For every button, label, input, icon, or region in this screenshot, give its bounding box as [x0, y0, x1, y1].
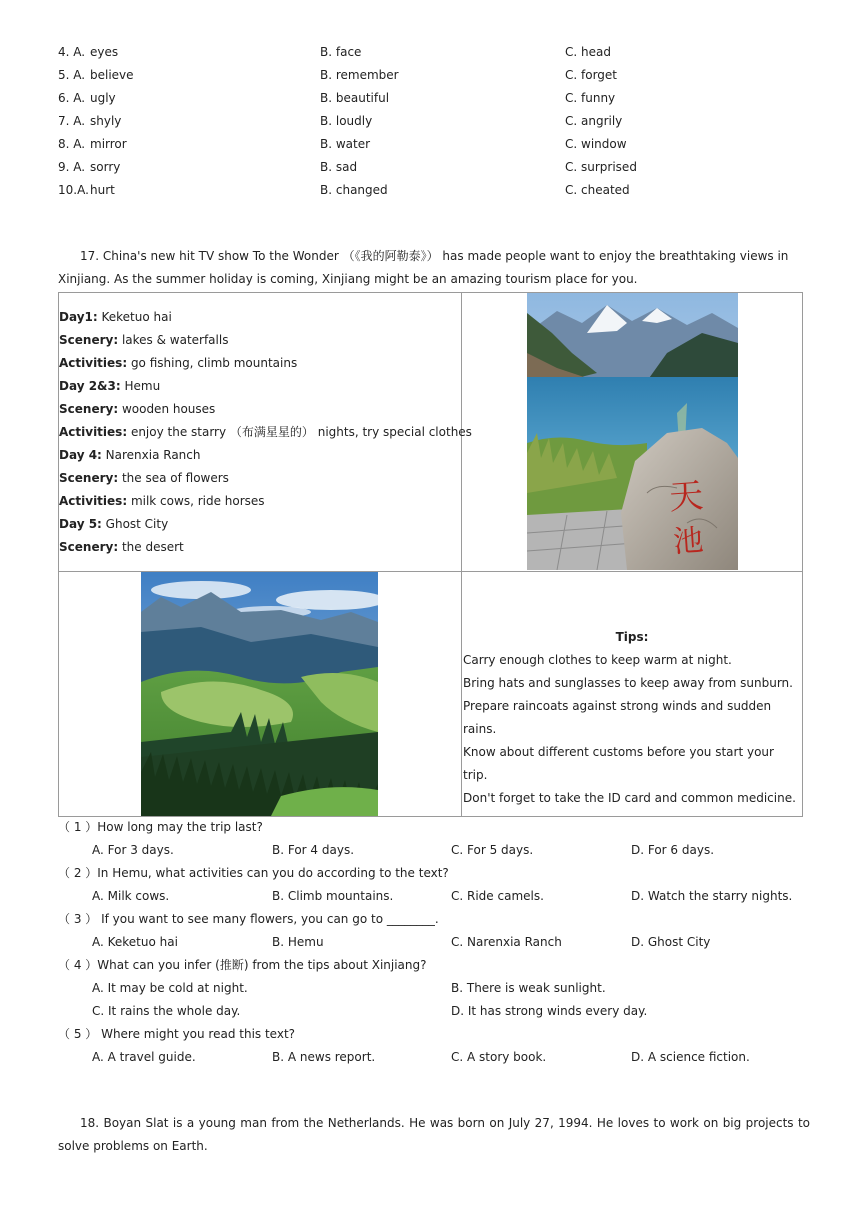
- question-stem: （ 4 ）What can you infer (推断) from the tips about Xinjiang?: [58, 958, 427, 972]
- tip-item: Know about different customs before you start your trip.: [463, 745, 774, 782]
- itinerary-label: Scenery:: [59, 471, 119, 485]
- itinerary-text: Hemu: [120, 379, 161, 393]
- itinerary: [59, 306, 472, 559]
- vocab-row: [58, 115, 818, 138]
- vocab-row: [58, 184, 818, 207]
- vocab-option-c: C. window: [565, 137, 627, 151]
- vocab-row: [58, 138, 818, 161]
- vocab-option-a: mirror: [90, 137, 127, 151]
- vocab-num: 9. A.: [58, 160, 86, 174]
- itinerary-text: enjoy the starry （布满星星的） nights, try special clothes: [127, 425, 472, 439]
- answer-option[interactable]: D. Ghost City: [631, 935, 711, 949]
- answer-option[interactable]: B. Climb mountains.: [272, 889, 394, 903]
- answer-option[interactable]: D. It has strong winds every day.: [451, 1004, 648, 1018]
- vocab-option-b: B. face: [320, 45, 362, 59]
- vocab-option-b: B. loudly: [320, 114, 373, 128]
- vocab-row: [58, 92, 818, 115]
- vocab-option-b: B. water: [320, 137, 371, 151]
- vocab-num: 10.A.: [58, 183, 89, 197]
- vocab-option-c: C. angrily: [565, 114, 623, 128]
- vocab-option-a: eyes: [90, 45, 119, 59]
- q17-intro: [58, 245, 810, 291]
- answer-option[interactable]: A. A travel guide.: [92, 1050, 196, 1064]
- itinerary-label: Day1:: [59, 310, 98, 324]
- answer-option[interactable]: C. It rains the whole day.: [92, 1004, 241, 1018]
- question-stem: （ 5 ） Where might you read this text?: [58, 1027, 296, 1041]
- tip-item: Don't forget to take the ID card and common medicine.: [463, 791, 796, 805]
- itinerary-text: Ghost City: [101, 517, 169, 531]
- vocab-option-c: C. surprised: [565, 160, 637, 174]
- vocab-option-a: hurt: [90, 183, 115, 197]
- vocab-row: [58, 46, 818, 69]
- q17-intro-text: 17. China's new hit TV show To the Wonder （《我的阿勒泰》） has made people want to enjoy the breathtaking views in Xinjiang. As the summer holiday is coming, Xinjiang might be an amazing tourism place for you.: [58, 249, 789, 286]
- itinerary-label: Activities:: [59, 356, 128, 370]
- question-stem: （ 2 ）In Hemu, what activities can you do according to the text?: [58, 866, 449, 880]
- vocab-row: [58, 69, 818, 92]
- answer-option[interactable]: B. There is weak sunlight.: [451, 981, 606, 995]
- answer-option[interactable]: C. Narenxia Ranch: [451, 935, 562, 949]
- itinerary-line: [59, 398, 472, 421]
- vocab-row: [58, 161, 818, 184]
- vocab-option-b: B. beautiful: [320, 91, 390, 105]
- itinerary-line: [59, 490, 472, 513]
- tip-item: Prepare raincoats against strong winds and sudden rains.: [463, 699, 772, 736]
- answer-option[interactable]: A. Keketuo hai: [92, 935, 178, 949]
- question-stem: （ 1 ）How long may the trip last?: [58, 820, 263, 834]
- itinerary-line: [59, 375, 472, 398]
- answer-option[interactable]: D. A science fiction.: [631, 1050, 750, 1064]
- vocab-option-c: C. head: [565, 45, 611, 59]
- tips: [463, 626, 801, 810]
- itinerary-text: wooden houses: [118, 402, 216, 416]
- answer-option[interactable]: A. It may be cold at night.: [92, 981, 248, 995]
- answer-option[interactable]: A. For 3 days.: [92, 843, 174, 857]
- vocab-option-b: B. remember: [320, 68, 399, 82]
- itinerary-label: Activities:: [59, 425, 128, 439]
- tip-item: Bring hats and sunglasses to keep away from sunburn.: [463, 676, 793, 690]
- answer-option[interactable]: B. For 4 days.: [272, 843, 355, 857]
- vocab-option-c: C. forget: [565, 68, 618, 82]
- itinerary-label: Scenery:: [59, 333, 119, 347]
- itinerary-text: milk cows, ride horses: [127, 494, 265, 508]
- itinerary-text: the desert: [118, 540, 184, 554]
- answer-option[interactable]: A. Milk cows.: [92, 889, 170, 903]
- itinerary-line: [59, 536, 472, 559]
- itinerary-label: Scenery:: [59, 540, 119, 554]
- vocab-option-a: ugly: [90, 91, 116, 105]
- vocab-option-c: C. funny: [565, 91, 616, 105]
- vocab-num: 5. A.: [58, 68, 86, 82]
- vocab-option-a: sorry: [90, 160, 121, 174]
- answer-option[interactable]: C. For 5 days.: [451, 843, 534, 857]
- itinerary-text: Keketuo hai: [97, 310, 172, 324]
- itinerary-line: [59, 329, 472, 352]
- vocab-option-b: B. sad: [320, 160, 358, 174]
- vocab-option-a: shyly: [90, 114, 122, 128]
- itinerary-line: [59, 421, 472, 444]
- itinerary-line: [59, 444, 472, 467]
- itinerary-line: [59, 467, 472, 490]
- vocab-num: 4. A.: [58, 45, 86, 59]
- itinerary-text: go fishing, climb mountains: [127, 356, 298, 370]
- itinerary-line: [59, 352, 472, 375]
- answer-option[interactable]: B. A news report.: [272, 1050, 376, 1064]
- rock-inscription-char: 天: [667, 475, 705, 519]
- itinerary-line: [59, 513, 472, 536]
- answer-option[interactable]: D. Watch the starry nights.: [631, 889, 793, 903]
- q18-intro-text: 18. Boyan Slat is a young man from the Netherlands. He was born on July 27, 1994. He loves to work on big projects to solve problems on Earth.: [58, 1116, 810, 1153]
- lake-photo: [527, 293, 738, 570]
- itinerary-line: [59, 306, 472, 329]
- rock-inscription-char: 池: [672, 523, 705, 561]
- answer-option[interactable]: D. For 6 days.: [631, 843, 715, 857]
- itinerary-label: Activities:: [59, 494, 128, 508]
- vocab-option-b: B. changed: [320, 183, 388, 197]
- answer-option[interactable]: C. Ride camels.: [451, 889, 544, 903]
- answer-option[interactable]: B. Hemu: [272, 935, 324, 949]
- vocab-option-c: C. cheated: [565, 183, 630, 197]
- tip-item: Carry enough clothes to keep warm at night.: [463, 653, 732, 667]
- itinerary-text: Narenxia Ranch: [101, 448, 201, 462]
- itinerary-text: lakes & waterfalls: [118, 333, 229, 347]
- q18-intro: [58, 1112, 810, 1158]
- vocab-num: 6. A.: [58, 91, 86, 105]
- itinerary-label: Scenery:: [59, 402, 119, 416]
- vocab-option-a: believe: [90, 68, 134, 82]
- vocab-num: 8. A.: [58, 137, 86, 151]
- itinerary-text: the sea of flowers: [118, 471, 229, 485]
- answer-option[interactable]: C. A story book.: [451, 1050, 547, 1064]
- tips-heading: Tips:: [615, 630, 649, 644]
- itinerary-label: Day 4:: [59, 448, 102, 462]
- meadow-photo: [141, 572, 378, 816]
- itinerary-label: Day 2&3:: [59, 379, 121, 393]
- question-stem: （ 3 ） If you want to see many flowers, you can go to ________.: [58, 912, 439, 926]
- vocab-num: 7. A.: [58, 114, 86, 128]
- itinerary-label: Day 5:: [59, 517, 102, 531]
